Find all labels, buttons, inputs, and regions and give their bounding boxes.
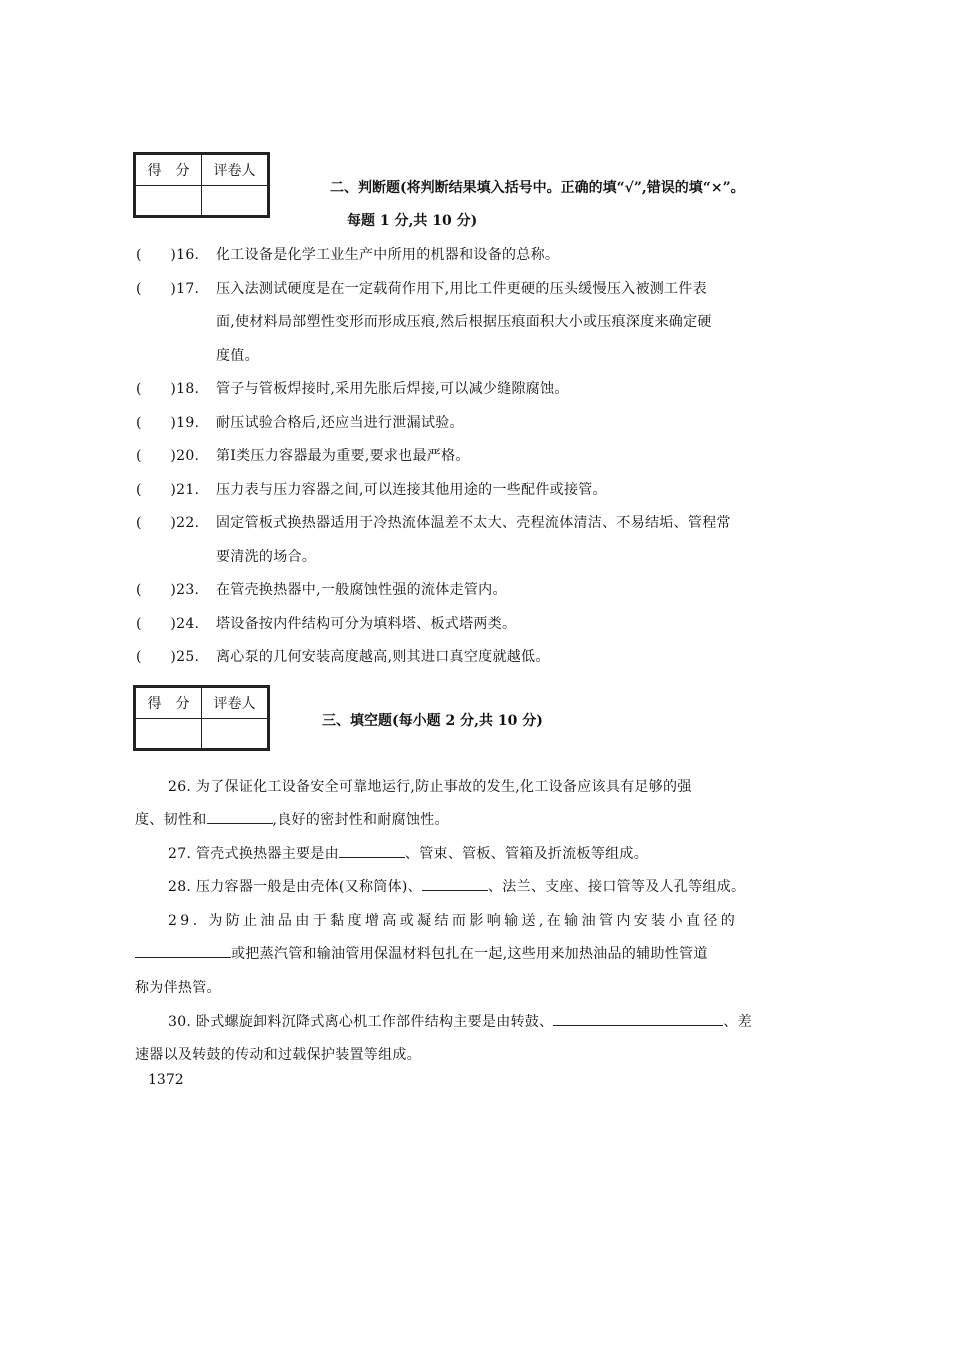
judgement-text: 化工设备是化学工业生产中所用的机器和设备的总称。	[216, 247, 560, 263]
judgement-text: 第Ⅰ类压力容器最为重要,要求也最严格。	[216, 448, 470, 464]
answer-blank[interactable]	[207, 809, 273, 824]
question-30-line1: 30. 卧式螺旋卸料沉降式离心机工作部件结构主要是由转鼓、 、差	[168, 1011, 752, 1031]
grader-cell[interactable]	[202, 719, 268, 749]
judgement-marker[interactable]: ( )17.	[136, 280, 200, 297]
question-27: 27. 管壳式换热器主要是由 、管束、管板、管箱及折流板等组成。	[168, 843, 648, 863]
judgement-marker[interactable]: ( )22.	[136, 515, 200, 531]
judgement-marker[interactable]: ( )21.	[136, 481, 200, 498]
judgement-text: 压力表与压力容器之间,可以连接其他用途的一些配件或接管。	[216, 481, 607, 498]
question-29-line3: 称为伴热管。	[135, 980, 221, 996]
question-30-line2: 速器以及转鼓的传动和过载保护装置等组成。	[135, 1047, 421, 1063]
judgement-marker[interactable]: ( )20.	[136, 448, 200, 464]
judgement-marker[interactable]: ( )25.	[136, 649, 200, 665]
section2-heading: 二、判断题(将判断结果填入括号中。正确的填“√”,错误的填“×”。	[330, 180, 745, 196]
score-box-section2	[133, 152, 270, 218]
judgement-marker[interactable]: ( )19.	[136, 414, 200, 431]
score-box-section3	[133, 685, 270, 751]
grader-label: 评卷人	[202, 688, 268, 719]
judgement-text: 离心泵的几何安装高度越高,则其进口真空度就越低。	[216, 649, 550, 665]
question-26-line1: 26. 为了保证化工设备安全可靠地运行,防止事故的发生,化工设备应该具有足够的强	[168, 779, 692, 795]
answer-blank[interactable]	[339, 843, 405, 858]
question-26-line2: 度、韧性和 ,良好的密封性和耐腐蚀性。	[135, 809, 449, 829]
section3-heading: 三、填空题(每小题 2 分,共 10 分)	[322, 713, 543, 729]
answer-blank[interactable]	[553, 1011, 723, 1026]
score-cell[interactable]	[136, 186, 202, 216]
question-28: 28. 压力容器一般是由壳体(又称筒体)、 、法兰、支座、接口管等及人孔等组成。	[168, 876, 745, 896]
judgement-text: 要清洗的场合。	[216, 548, 317, 565]
grader-label: 评卷人	[202, 155, 268, 186]
judgement-text: 塔设备按内件结构可分为填料塔、板式塔两类。	[216, 615, 517, 632]
question-29-line1: 29. 为防止油品由于黏度增高或凝结而影响输送,在输油管内安装小直径的	[168, 913, 739, 929]
judgement-text: 压入法测试硬度是在一定载荷作用下,用比工件更硬的压头缓慢压入被测工件表	[216, 280, 707, 297]
page-number: 1372	[148, 1072, 184, 1088]
judgement-text: 在管壳换热器中,一般腐蚀性强的流体走管内。	[216, 582, 507, 598]
judgement-text: 面,使材料局部塑性变形而形成压痕,然后根据压痕面积大小或压痕深度来确定硬	[216, 314, 712, 330]
grader-cell[interactable]	[202, 186, 268, 216]
score-cell[interactable]	[136, 719, 202, 749]
judgement-text: 管子与管板焊接时,采用先胀后焊接,可以减少缝隙腐蚀。	[216, 381, 569, 397]
judgement-marker[interactable]: ( )24.	[136, 615, 200, 632]
answer-blank[interactable]	[422, 876, 488, 891]
question-29-line2: 或把蒸汽管和输油管用保温材料包扎在一起,这些用来加热油品的辅助性管道	[135, 943, 708, 963]
answer-blank[interactable]	[135, 943, 231, 958]
judgement-marker[interactable]: ( )18.	[136, 381, 200, 397]
judgement-marker[interactable]: ( )23.	[136, 582, 200, 598]
section2-heading-line2: 每题 1 分,共 10 分)	[347, 213, 478, 229]
judgement-text: 耐压试验合格后,还应当进行泄漏试验。	[216, 414, 464, 431]
judgement-text: 度值。	[216, 347, 259, 364]
score-label: 得 分	[136, 155, 202, 186]
judgement-text: 固定管板式换热器适用于冷热流体温差不太大、壳程流体清洁、不易结垢、管程常	[216, 515, 731, 531]
score-label: 得 分	[136, 688, 202, 719]
judgement-marker[interactable]: ( )16.	[136, 247, 200, 263]
